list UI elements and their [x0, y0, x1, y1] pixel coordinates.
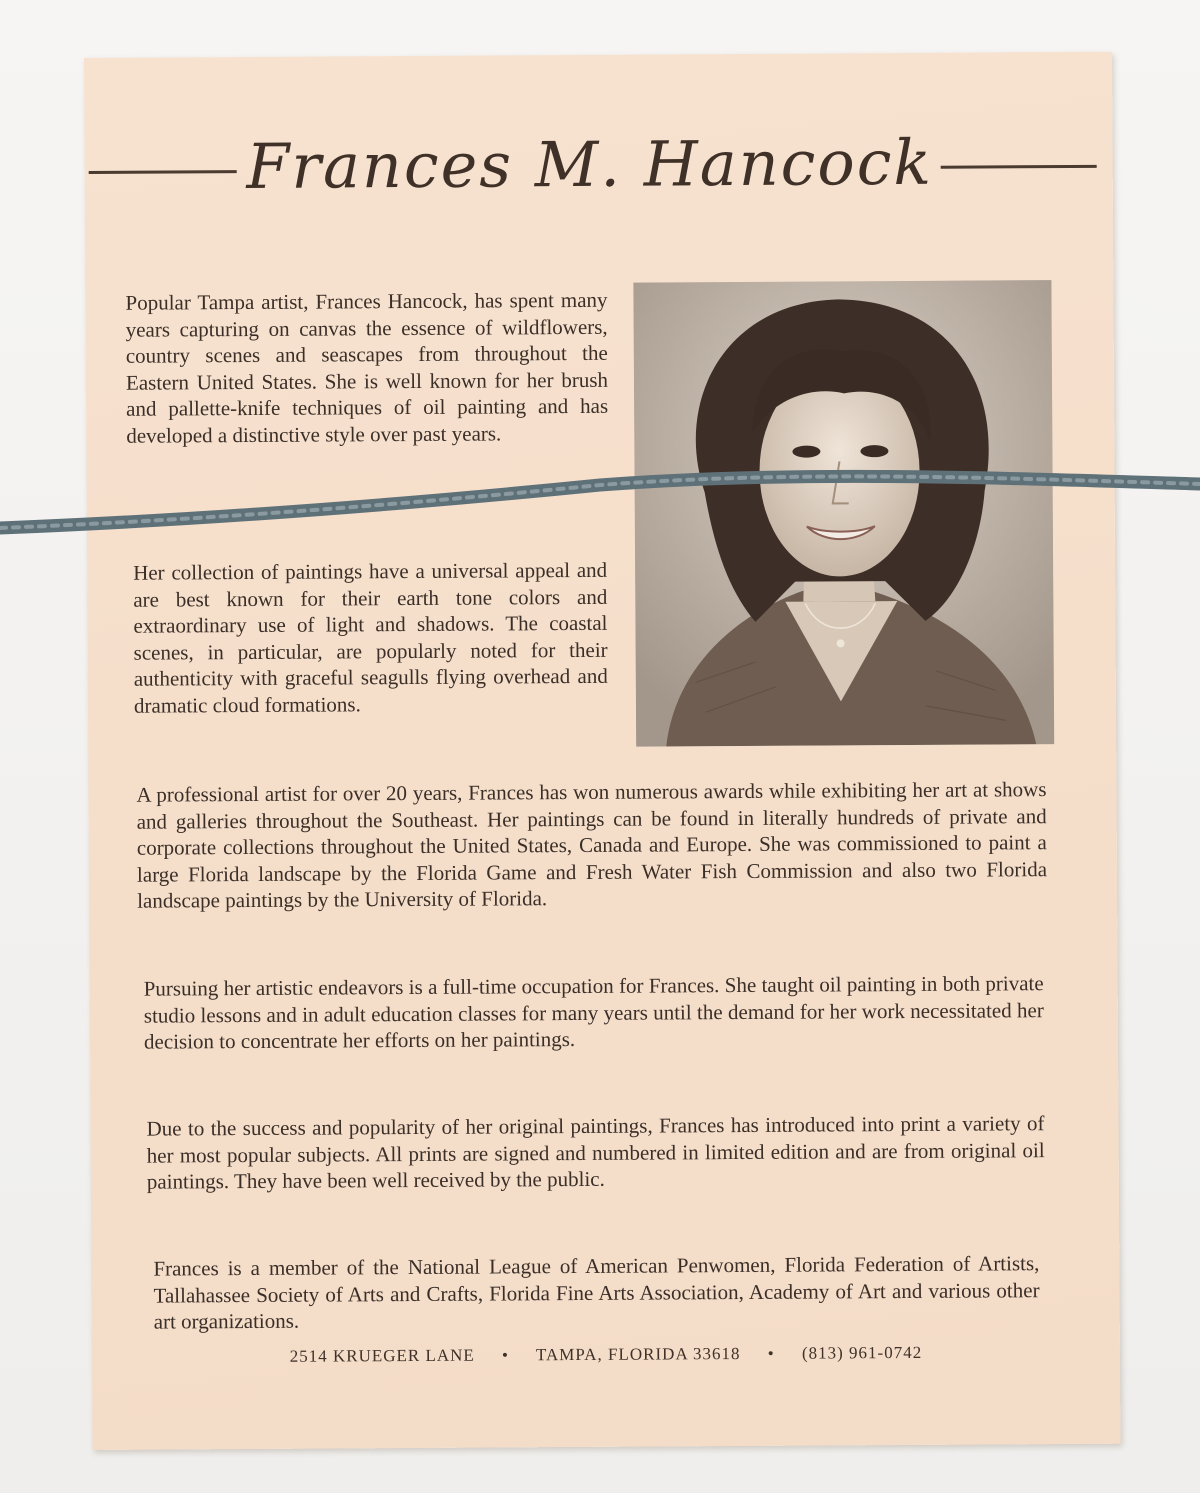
title-rule-right [941, 165, 1097, 169]
title-rule-left [89, 170, 237, 174]
contact-address-line [92, 1342, 1120, 1368]
address-phone: (813) 961-0742 [801, 1342, 923, 1363]
bio-paragraph-collection: Her collection of paintings have a universal appeal and are best known for their earth tone colors and extraordinary use of light and shadows. The coastal scenes, in particular, are popularly noted for their authenticity with graceful seagulls flying overhead and dramatic cloud formations. [133, 557, 608, 718]
bio-paragraph-intro: Popular Tampa artist, Frances Hancock, has spent many years capturing on canvas the essence of wildflowers, country scenes and seascapes from throughout the Eastern United States. She is well known for her brush and pallette-knife techniques of oil painting and has developed a distinctive style over past years. [125, 287, 609, 448]
address-separator: • [501, 1345, 510, 1365]
portrait-illustration [633, 280, 1054, 747]
artist-name-title: Frances M. Hancock [246, 125, 934, 204]
address-city: TAMPA, FLORIDA 33618 [535, 1344, 741, 1365]
bio-paragraph-teaching: Pursuing her artistic endeavors is a full-time occupation for Frances. She taught oil painting in both private studio lessons and in adult education classes for many years until the demand for her work necessitated her decision to concentrate her efforts on her paintings. [143, 971, 1044, 1054]
artist-bio-sheet [84, 52, 1120, 1450]
bio-paragraph-memberships: Frances is a member of the National League of American Penwomen, Florida Federation of Artists, Tallahassee Society of Arts and Crafts, Florida Fine Arts Association, Academy of Art and various other art organizations. [153, 1251, 1040, 1334]
artist-portrait-photo [633, 280, 1054, 747]
bio-paragraph-career: A professional artist for over 20 years, Frances has won numerous awards while exhibiting her art at shows and galleries throughout the Southeast. Her paintings can be found in literally hundreds of private and corporate collections throughout the United States, Canada and Europe. She was commissioned to paint a large Florida landscape by the Florida Game and Fresh Water Fish Commission and also two Florida landscape paintings by the University of Florida. [136, 777, 1048, 913]
address-street: 2514 KRUEGER LANE [289, 1345, 475, 1366]
bio-paragraph-prints: Due to the success and popularity of her original paintings, Frances has introduced into print a variety of her most popular subjects. All prints are signed and numbered in limited edition and are from original oil paintings. They have been well received by the public. [146, 1111, 1045, 1194]
address-separator: • [767, 1343, 775, 1363]
title-row [84, 112, 1113, 228]
